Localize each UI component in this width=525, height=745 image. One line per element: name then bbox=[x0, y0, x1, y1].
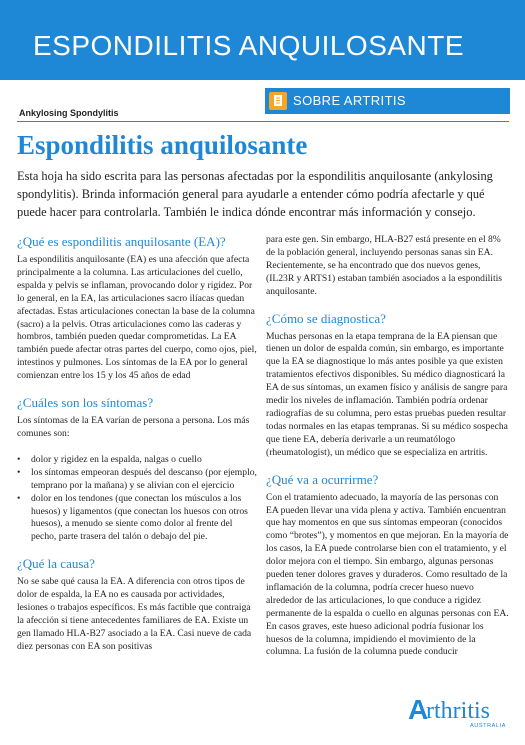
logo-subtitle: AUSTRALIA bbox=[470, 723, 506, 729]
section-tab bbox=[265, 88, 510, 114]
english-subtitle: Ankylosing Spondylitis bbox=[19, 108, 119, 118]
symptoms-list bbox=[17, 454, 257, 544]
banner-title: ESPONDILITIS ANQUILOSANTE bbox=[33, 30, 465, 61]
header-divider bbox=[17, 121, 509, 122]
right-column bbox=[266, 234, 510, 659]
left-column bbox=[17, 234, 257, 654]
logo-letter: A bbox=[408, 694, 429, 725]
page-icon bbox=[269, 92, 287, 110]
intro-paragraph: Esta hoja ha sido escrita para las personas afectadas por la espondilitis anquilosante (ankylosing spondylitis). Brinda información general para ayudarle a entender cómo podría afectarle y qué puede hacer para controlarla. También le indica dónde encontrar más información y consejo. bbox=[17, 169, 493, 219]
section-body-cause: No se sabe qué causa la EA. A diferencia con otros tipos de dolor de espalda, la EA no es causada por actividades, lesiones o trabajos específicos. Es más factible que contraiga la afección si tiene antecedentes familiares de EA. Existe un gen llamado HLA-B27 asociado a la EA. Casi nueve de cada diez personas con EA son positivas bbox=[17, 576, 252, 652]
section-heading-cause: ¿Qué la causa? bbox=[17, 556, 95, 572]
section-heading-diagnosis: ¿Cómo se diagnostica? bbox=[266, 310, 386, 326]
arthritis-australia-logo bbox=[408, 695, 508, 731]
section-heading-outlook: ¿Qué va a ocurrirme? bbox=[266, 471, 379, 487]
list-item: • dolor y rigidez en la espalda, nalgas o cuello bbox=[17, 454, 257, 467]
list-item: • dolor en los tendones (que conectan los músculos a los huesos) y ligamentos (que conectan los huesos con otros huesos), a menudo se siente como dolor al frente del pecho, parte trasera del talón o debajo del pie. bbox=[17, 493, 257, 545]
list-item: • los síntomas empeoran después del descanso (por ejemplo, temprano por la mañana) y se alivian con el ejercicio bbox=[17, 467, 257, 493]
section-tab-label: SOBRE ARTRITIS bbox=[293, 93, 406, 108]
page-title: Espondilitis anquilosante bbox=[17, 130, 308, 160]
section-body-diagnosis: Muchas personas en la etapa temprana de la EA piensan que tienen un dolor de espalda común, sin embargo, es importante que la EA se diagnostique lo más antes posible ya que existen tratamientos efectivos disponibles. Su médico diagnosticará la EA de sus síntomas, un examen físico y análisis de sangre para medir los niveles de inflamación. También podría ordenar radiografías de su columna, pero estas pruebas pueden resultar todas normales en las etapas tempranas. Si su médico sospecha que tiene EA, debería derivarle a un reumatólogo (rheumatologist), un médico que se especializa en artritis. bbox=[266, 330, 508, 458]
section-body-outlook: Con el tratamiento adecuado, la mayoría de las personas con EA pueden llevar una vida plena y activa. También encuentran que hay momentos en que sus síntomas empeoran (conocidos como “brotes”), y momentos en que mejoran. En la mayoría de los casos, la EA puede controlarse bien con el tratamiento, y el dolor mejora con el tiempo. Sin embargo, algunas personas pueden tener dolores graves y duraderos. Como resultado de la inflamación de la columna, podría crecer hueso nuevo alrededor de las articulaciones, lo que conduce a rigidez permanente de la espalda o cuello en algunas personas con EA. En casos graves, este hueso adicional podría fusionar los huesos de la columna, impidiendo el movimiento de la columna. La fusión de la columna puede conducir bbox=[266, 491, 509, 658]
section-body-what-is: La espondilitis anquilosante (EA) es una afección que afecta principalmente a la columna. Las articulaciones del cuello, espalda y pelvis se inflaman, provocando dolor y rigidez. Por lo general, en la EA, las articulaciones sacro ilíacas quedan afectadas. Estas articulaciones conectan la base de la columna (sacro) a la pelvis. Otras articulaciones como las caderas y hombros, también pueden quedar comprometidas. La EA también puede afectar otras partes del cuerpo, como ojos, piel, intestinos y pulmones. Los síntomas de la EA por lo general comienzan entre los 15 y los 45 años de edad bbox=[17, 254, 257, 382]
section-body-cause-continued: para este gen. Sin embargo, HLA-B27 está presente en el 8% de la población general, incluyendo personas sanas sin EA. Recientemente, se ha encontrado que dos nuevos genes, (IL23R y ARTS1) estaban también asociados a la espondilitis anquilosante. bbox=[266, 234, 503, 297]
language-tag: SPANISH bbox=[483, 76, 505, 82]
logo-wordmark: rthritis bbox=[426, 698, 490, 724]
section-body-symptoms: Los síntomas de la EA varían de persona a persona. Los más comunes son: bbox=[17, 415, 250, 439]
section-heading-symptoms: ¿Cuáles son los síntomas? bbox=[17, 395, 154, 411]
section-heading-what-is: ¿Qué es espondilitis anquilosante (EA)? bbox=[17, 234, 226, 249]
header-banner bbox=[0, 0, 525, 80]
